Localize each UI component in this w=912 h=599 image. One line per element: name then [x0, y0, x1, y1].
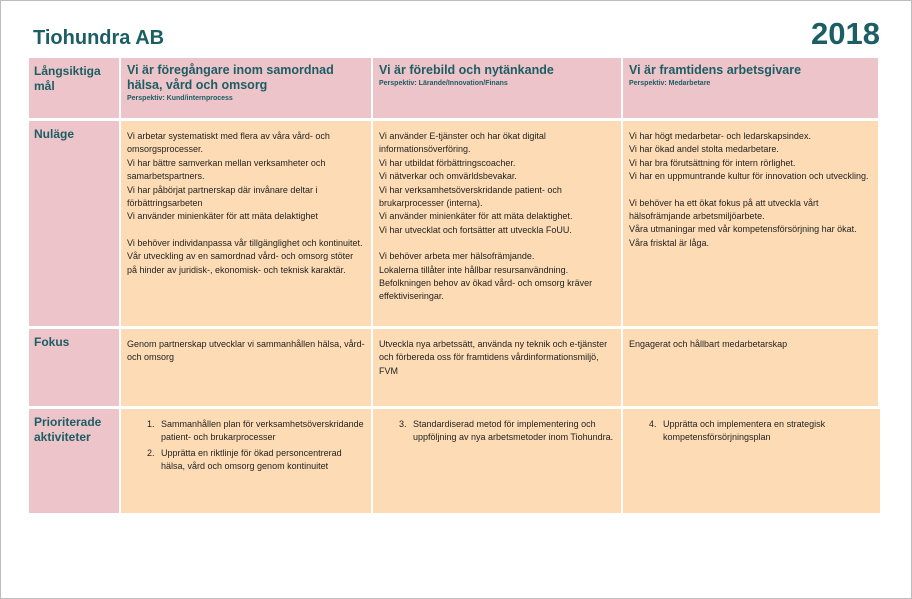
nulage-line: Vi har utbildat förbättringscoacher.: [379, 157, 516, 168]
nulage-line: Vi behöver individanpassa vår tillgänglighet och kontinuitet.: [127, 237, 363, 248]
nulage-line: Vi har verksamhetsöverskridande patient- och brukarprocesser (interna).: [379, 184, 562, 209]
goal-header-3: [623, 58, 880, 118]
goal-title: Vi är föregångare inom samordnad hälsa, vård och omsorg: [127, 63, 334, 92]
row-label-langsiktiga-mal: Långsiktiga mål: [29, 58, 121, 118]
nulage-cell-1: [121, 121, 373, 326]
activity-number: 4.: [649, 419, 657, 429]
nulage-line: Våra utmaningar med vår kompetensförsörjning har ökat.: [629, 224, 857, 235]
goal-header-1: [121, 58, 373, 118]
nulage-line: Vi använder minienkäter för att mäta delaktighet.: [379, 211, 573, 222]
nulage-cell-2: [373, 121, 623, 326]
aktiviteter-cell-1: [121, 409, 373, 513]
fokus-text: Engagerat och hållbart medarbetarskap: [629, 339, 788, 349]
nulage-line: Våra frisktal är låga.: [629, 237, 710, 248]
nulage-cell-3: [623, 121, 880, 326]
activity-item: [649, 418, 874, 445]
fokus-text: Utveckla nya arbetssätt, använda ny teknik och e-tjänster och förbereda oss för framtidens vårdinformationsmiljö, FVM: [379, 339, 608, 376]
nulage-line: Vi har utvecklat och fortsätter att utveckla FoUU.: [379, 224, 572, 235]
activity-list: [649, 418, 874, 445]
activity-number: 3.: [399, 419, 407, 429]
nulage-line: Befolkningen behov av ökad vård- och omsorg kräver effektiviseringar.: [379, 278, 593, 302]
nulage-line: Vi behöver arbeta mer hälsofrämjande.: [379, 251, 535, 262]
nulage-line: Vår utveckling av en samordnad vård- och omsorg stöter på hinder av juridisk-, ekonomisk- och teknisk karaktär.: [127, 251, 354, 275]
nulage-line: Vi har bättre samverkan mellan verksamheter och samarbetspartners.: [127, 157, 326, 182]
activity-item: [147, 447, 365, 474]
nulage-line: Vi har bra förutsättning för intern rörlighet.: [629, 157, 796, 168]
nulage-line: Lokalerna tillåter inte hållbar resursanvändning.: [379, 264, 569, 275]
year-label: 2018: [811, 16, 880, 51]
nulage-line: Vi har en uppmuntrande kultur för innovation och utveckling.: [629, 171, 869, 182]
nulage-line: Vi har högt medarbetar- och ledarskapsindex.: [629, 131, 811, 141]
goal-title: Vi är framtidens arbetsgivare: [629, 63, 802, 77]
nulage-line: Vi har ökad andel stolta medarbetare.: [629, 144, 779, 155]
fokus-text: Genom partnerskap utvecklar vi sammanhållen hälsa, vård- och omsorg: [127, 339, 365, 363]
fokus-cell-3: [623, 329, 880, 406]
fokus-cell-1: [121, 329, 373, 406]
fokus-cell-2: [373, 329, 623, 406]
goal-perspective: Perspektiv: Lärande/Innovation/Finans: [379, 80, 508, 87]
nulage-line: Vi har påbörjat partnerskap där invånare deltar i förbättringsarbeten: [127, 184, 318, 209]
row-label-nulage: Nuläge: [29, 121, 121, 326]
company-name: Tiohundra AB: [33, 27, 165, 49]
row-label-fokus: Fokus: [29, 329, 121, 406]
nulage-line: Vi nätverkar och omvärldsbevakar.: [379, 171, 517, 182]
aktiviteter-cell-2: [373, 409, 623, 513]
nulage-line: Vi använder E-tjänster och har ökat digital informationsöverföring.: [379, 131, 546, 155]
activity-item: [147, 418, 365, 445]
goals-table: [29, 58, 880, 513]
activity-text: Standardiserad metod för implementering och uppföljning av nya arbetsmetoder inom Tiohundra.: [413, 419, 614, 443]
activity-text: Sammanhållen plan för verksamhetsöverskridande patient- och brukarprocesser: [161, 419, 364, 443]
goal-title: Vi är förebild och nytänkande: [379, 63, 554, 77]
goal-perspective: Perspektiv: Medarbetare: [629, 80, 711, 87]
nulage-line: Vi behöver ha ett ökat fokus på att utveckla vårt hälsofrämjande arbetsmiljöarbete.: [629, 197, 819, 222]
activity-text: Upprätta en riktlinje för ökad personcentrerad hälsa, vård och omsorg genom kontinuitet: [161, 447, 342, 472]
activity-item: [399, 418, 615, 445]
activity-list: [399, 418, 615, 445]
nulage-line: Vi arbetar systematiskt med flera av våra vård- och omsorgsprocesser.: [127, 131, 330, 155]
nulage-line: Vi använder minienkäter för att mäta delaktighet: [127, 211, 318, 222]
aktiviteter-cell-3: [623, 409, 880, 513]
activity-number: 1.: [147, 419, 155, 429]
activity-number: 2.: [147, 447, 155, 458]
activity-text: Upprätta och implementera en strategisk kompetensförsörjningsplan: [663, 419, 826, 443]
goal-header-2: [373, 58, 623, 118]
activity-list: [147, 418, 365, 474]
goal-perspective: Perspektiv: Kund/internprocess: [127, 95, 233, 102]
row-label-prioriterade-aktiviteter: Prioriterade aktiviteter: [29, 409, 121, 513]
